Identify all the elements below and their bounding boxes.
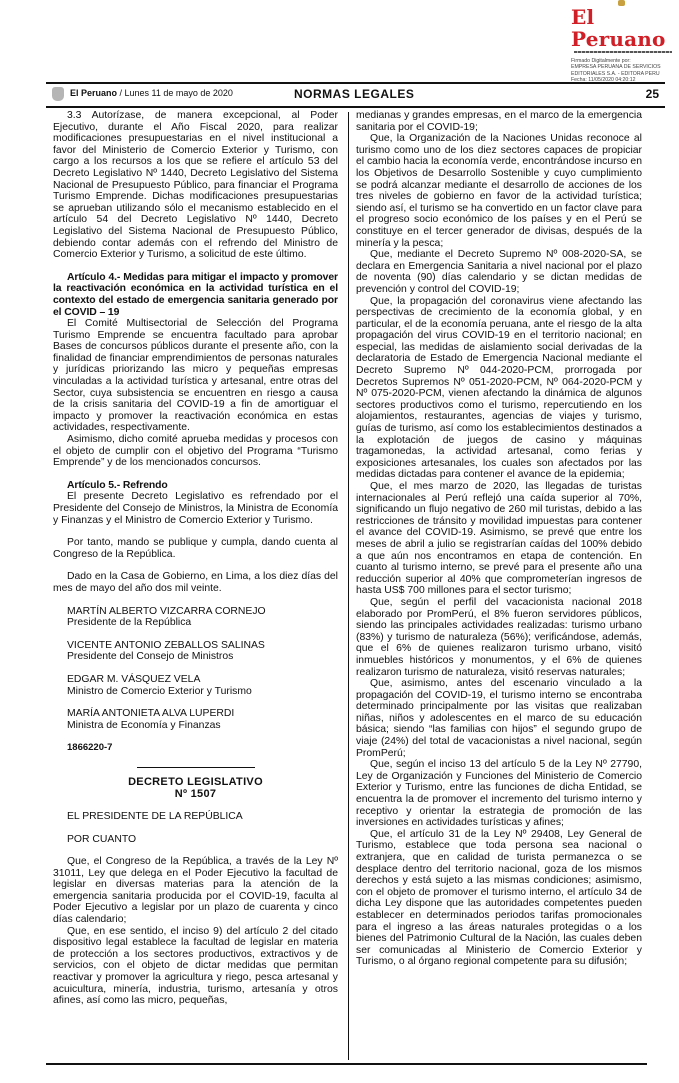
- signature-date: Fecha: 11/05/2020 04:20:12: [571, 76, 636, 83]
- decree-number: Nº 1507: [174, 787, 217, 800]
- signature-info: [571, 58, 679, 83]
- signatory-name: MARÍA ANTONIETA ALVA LUPERDI: [67, 708, 235, 720]
- logo-tagline: [574, 51, 672, 53]
- signatory-name: VICENTE ANTONIO ZEBALLOS SALINAS: [67, 639, 265, 651]
- signature-block: [53, 640, 338, 663]
- digital-signature-stamp: [571, 6, 679, 83]
- paragraph: Que, asimismo, antes del escenario vinculado a la propagación del COVID-19, el turismo interno se encontraba determinado principalmente por las visitas que realizaban niñas, niños y adolescentes en el marco de su educación básica; siendo “las familias con hijos” el segundo grupo de viaje (24%) del total de vacacionistas a nivel nacional, según PromPerú;: [356, 678, 642, 759]
- signature-block: [53, 708, 338, 731]
- signature-block: [53, 606, 338, 629]
- document-code: 1866220-7: [67, 742, 113, 754]
- page-bottom-rule: [46, 1063, 647, 1065]
- article-5-heading: Artículo 5.- Refrendo: [67, 479, 168, 491]
- publication-date: / Lunes 11 de mayo de 2020: [117, 88, 233, 98]
- paper-name: El Peruano: [70, 88, 118, 98]
- coat-of-arms-icon: [52, 87, 64, 101]
- page-number: 25: [645, 87, 659, 101]
- article-4-heading: Artículo 4.- Medidas para mitigar el impacto y promover la reactivación económica en la actividad turística en el contexto del estado de emergencia sanitaria generado por el COVID – 19: [53, 271, 338, 318]
- paragraph: Que, el artículo 31 de la Ley Nº 29408, Ley General de Turismo, establece que toda persona sea nacional o extranjera, que en calidad de turista permanezca o se desplace dentro del territorio nacional, goza de los mismos derechos y está sujeto a las mismas condiciones; asimismo, con el objeto de promover el turismo interno, el artículo 34 de dicha Ley dispone que las autoridades competentes pueden establecer en determinados periodos tarifas promocionales para el ingreso a las áreas naturales protegidas o a los bienes del Patrimonio Cultural de la Nación, las cuales deben ser comunicadas al Ministerio de Comercio Exterior y Turismo, o al órgano regional competente para su difusión;: [356, 828, 642, 968]
- signature-line: Firmado Digitalmente por:: [571, 58, 631, 64]
- paragraph: El presente Decreto Legislativo es refrendado por el Presidente del Consejo de Ministros, la Ministra de Economía y Finanzas y el Ministro de Comercio Exterior y Turismo.: [53, 491, 338, 526]
- signatory-name: EDGAR M. VÁSQUEZ VELA: [67, 673, 201, 685]
- paragraph: Que, el mes marzo de 2020, las llegadas de turistas internacionales al Perú reflejó una caída superior al 70%, significando un flujo negativo de 260 mil turistas, debido a las restricciones de tránsito y movilidad impuestas para contener el avance del COVID-19. Asimismo, se prevé que entre los meses de abril a julio se registrarían caídas del 100% debido a que aún nos encontramos en etapa de contención. En cuanto al turismo interno, se prevé para el presente año una reducción superior al 40% que comprometerían ingresos de hasta US$ 700 millones para el sector turismo;: [356, 481, 642, 597]
- left-column: [53, 110, 338, 1007]
- header-publication: [70, 88, 233, 98]
- paragraph: Que, mediante el Decreto Supremo Nº 008-2020-SA, se declara en Emergencia Sanitaria a nivel nacional por el plazo de noventa (90) días calendario y se dictan medidas de prevención y control del COVID-19;: [356, 249, 642, 295]
- signatory-name: MARTÍN ALBERTO VIZCARRA CORNEJO: [67, 605, 266, 617]
- signatory-role: Ministro de Comercio Exterior y Turismo: [67, 685, 252, 697]
- signature-block: [53, 674, 338, 697]
- paragraph: Por tanto, mando se publique y cumpla, dando cuenta al Congreso de la República.: [53, 537, 338, 560]
- column-divider: [348, 112, 349, 1060]
- paragraph: Que, según el perfil del vacacionista nacional 2018 elaborado por PromPerú, el 8% fueron servidores públicos, siendo las principales actividades realizadas: turismo urbano (83%) y turismo de naturaleza (56%); verificándose, además, que el 6% de quienes realizaron turismo urbano, visitó inmuebles históricos y monumentos, y el 6% de quienes realizaron turismo de naturaleza, visitó reservas naturales;: [356, 596, 642, 678]
- signatory-role: Presidente de la República: [67, 617, 192, 629]
- section-title: NORMAS LEGALES: [294, 87, 415, 101]
- el-peruano-logo: El Peruano: [571, 6, 679, 50]
- paragraph-continuation: medianas y grandes empresas, en el marco de la emergencia sanitaria por el COVID-19;: [356, 110, 642, 133]
- section-divider: [137, 767, 255, 768]
- page-header: [46, 82, 665, 108]
- paragraph: Que, en ese sentido, el inciso 9) del artículo 2 del citado dispositivo legal establece la facultad de legislar en materia de protección a los sectores productivos, extractivos y de servicios, con el objeto de dictar medidas que permitan reactivar y promover la agricultura y riego, pesca artesanal y acuicultura, minería, industria, turismo, artesanía y otros afines, así como las micro, pequeñas,: [53, 925, 338, 1007]
- preamble-heading: POR CUANTO: [67, 833, 137, 845]
- paragraph: El Comité Multisectorial de Selección del Programa Turismo Emprende se encuentra facultado para aprobar Bases de concursos públicos durante el presente año, con la finalidad de financiar emprendimientos de personas naturales y jurídicas priorizando las micro y pequeñas empresas vinculadas a la actividad turística y artesanal, entre otras del Sector, cuya subsistencia se encuentren en riesgo a causa de la crisis sanitaria del COVID-19 a fin de amortiguar el impacto y promover la reactivación económica en estas actividades, respectivamente.: [53, 318, 338, 434]
- signature-line: EMPRESA PERUANA DE SERVICIOS: [571, 64, 661, 71]
- paragraph: Que, el Congreso de la República, a través de la Ley Nº 31011, Ley que delega en el Poder Ejecutivo la facultad de legislar en diversas materias para la atención de la emergencia sanitaria producida por el COVID-19, faculta al Poder Ejecutivo a legislar por un plazo de cuarenta y cinco días calendario;: [53, 856, 338, 926]
- paragraph: Asimismo, dicho comité aprueba medidas y procesos con el objeto de cumplir con el objetivo del Programa “Turismo Emprende” y de los mencionados concursos.: [53, 434, 338, 469]
- decree-title: DECRETO LEGISLATIVO: [128, 775, 263, 788]
- right-column: [356, 110, 642, 968]
- paragraph: Dado en la Casa de Gobierno, en Lima, a los diez días del mes de mayo del año dos mil veinte.: [53, 571, 338, 594]
- signature-line: EDITORIALES S.A. - EDITORA PERU: [571, 70, 660, 77]
- crest-icon: [618, 0, 625, 6]
- preamble-heading: EL PRESIDENTE DE LA REPÚBLICA: [67, 810, 243, 822]
- paragraph: Que, la propagación del coronavirus viene afectando las perspectivas de crecimiento de la economía global, y en particular, el de la economía peruana, ante el riesgo de la alta propagación del virus COVID-19 en el territorio nacional; en especial, las medidas de aislamiento social derivadas de la declaratoria de Estado de Emergencia Nacional mediante el Decreto Supremo Nº 044-2020-PCM, prorrogada por Decretos Supremos Nº 051-2020-PCM, Nº 064-2020-PCM y Nº 075-2020-PCM, vienen afectando la dinámica de algunos sectores productivos como el turismo, repercutiendo en los alojamientos, restaurantes, agencias de viajes y turismo, guías de turismo, así como los establecimientos destinados a la explotación de juegos de casino y máquinas tragamonedas, la actividad artesanal, como ferias y exposiciones artesanales, los cuales son afectados por las medidas dictadas para contener el avance de la epidemia;: [356, 295, 642, 481]
- paragraph: Que, según el inciso 13 del artículo 5 de la Ley Nº 27790, Ley de Organización y Funciones del Ministerio de Comercio Exterior y Turismo, entre las funciones de dicha Entidad, se encuentra la de promover el incremento del turismo interno y receptivo y orientar la estrategia de promoción de las inversiones en actividades turísticas y afines;: [356, 759, 642, 829]
- signatory-role: Presidente del Consejo de Ministros: [67, 651, 234, 663]
- signatory-role: Ministra de Economía y Finanzas: [67, 719, 221, 731]
- paragraph: Que, la Organización de la Naciones Unidas reconoce al turismo como uno de los diez sectores capaces de propiciar el cambio hacia la economía verde, encontrándose incurso en los Objetivos de Desarrollo Sostenible y cuyo cumplimiento se podrá alcanzar mediante el desarrollo de acciones de los tres niveles de gobierno en favor de la actividad turística; siendo así, el turismo se ha convertido en un factor clave para el progreso socio económico de los países y en el Perú se constituye en el tercer generador de divisas, después de la minería y la pesca;: [356, 133, 642, 249]
- paragraph: 3.3 Autorízase, de manera excepcional, al Poder Ejecutivo, durante el Año Fiscal 2020, para realizar modificaciones presupuestarias en el nivel institucional a favor del Ministerio de Comercio Exterior y Turismo, con cargo a los recursos a los que se refiere el artículo 53 del Decreto Legislativo Nº 1440, Decreto Legislativo del Sistema Nacional de Presupuesto Público, para financiar el Programa Turismo Emprende. Dichas modificaciones presupuestarias se aprueban utilizando sólo el mecanismo establecido en el artículo 54 del Decreto Legislativo Nº 1440, Decreto Legislativo del Sistema Nacional de Presupuesto Público, debiendo contar además con el refrendo del Ministro de Comercio Exterior y Turismo, a solicitud de este último.: [53, 110, 338, 261]
